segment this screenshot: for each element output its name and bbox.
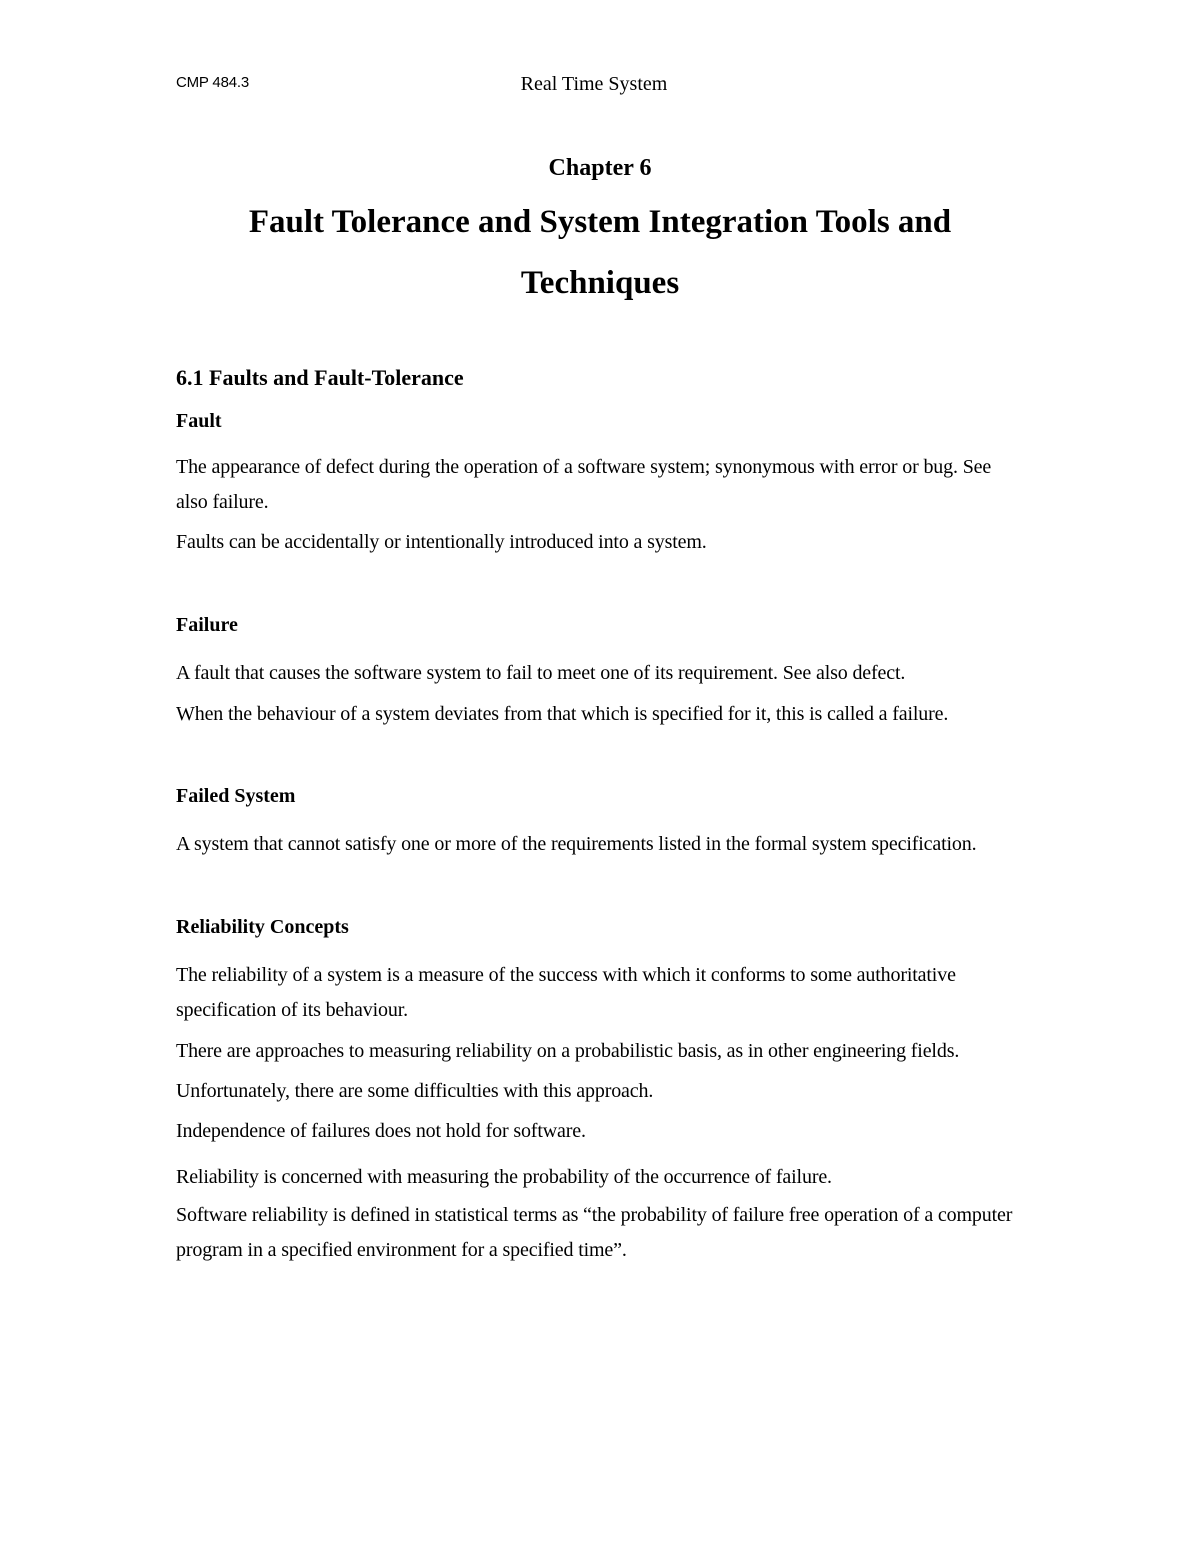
chapter-title: Fault Tolerance and System Integration Tools and Techniques [248,204,952,301]
chapter-label: Chapter 6 [548,155,652,181]
term-failed-system: Failed System [176,785,296,807]
reliability-paragraph: Independence of failures does not hold for software. [176,1120,586,1142]
fault-note: Faults can be accidentally or intentionally introduced into a system. [176,531,707,553]
section-heading: 6.1 Faults and Fault-Tolerance [176,365,464,390]
failure-note: When the behaviour of a system deviates from that which is specified for it, this is called a failure. [176,703,949,725]
reliability-paragraph: Reliability is concerned with measuring the probability of the occurrence of failure. [176,1166,832,1188]
reliability-paragraph: Unfortunately, there are some difficulties with this approach. [176,1080,654,1102]
term-fault: Fault [176,410,222,432]
fault-definition: The appearance of defect during the operation of a software system; synonymous with error or bug. See also failure. [176,456,992,513]
failure-definition: A fault that causes the software system to fail to meet one of its requirement. See also defect. [176,662,906,684]
header-course-title: Real Time System [520,73,668,95]
term-reliability-concepts: Reliability Concepts [176,916,349,938]
failed-system-definition: A system that cannot satisfy one or more of the requirements listed in the formal system specification. [176,833,977,855]
term-failure: Failure [176,614,238,636]
reliability-paragraph: The reliability of a system is a measure of the success with which it conforms to some authoritative specification of its behaviour. [176,964,956,1021]
header-course-code: CMP 484.3 [176,74,249,91]
document-body [176,362,1026,1268]
reliability-paragraph: There are approaches to measuring reliability on a probabilistic basis, as in other engineering fields. [176,1040,960,1062]
reliability-paragraph: Software reliability is defined in statistical terms as “the probability of failure free operation of a computer program in a specified environment for a specified time”. [176,1204,1013,1261]
